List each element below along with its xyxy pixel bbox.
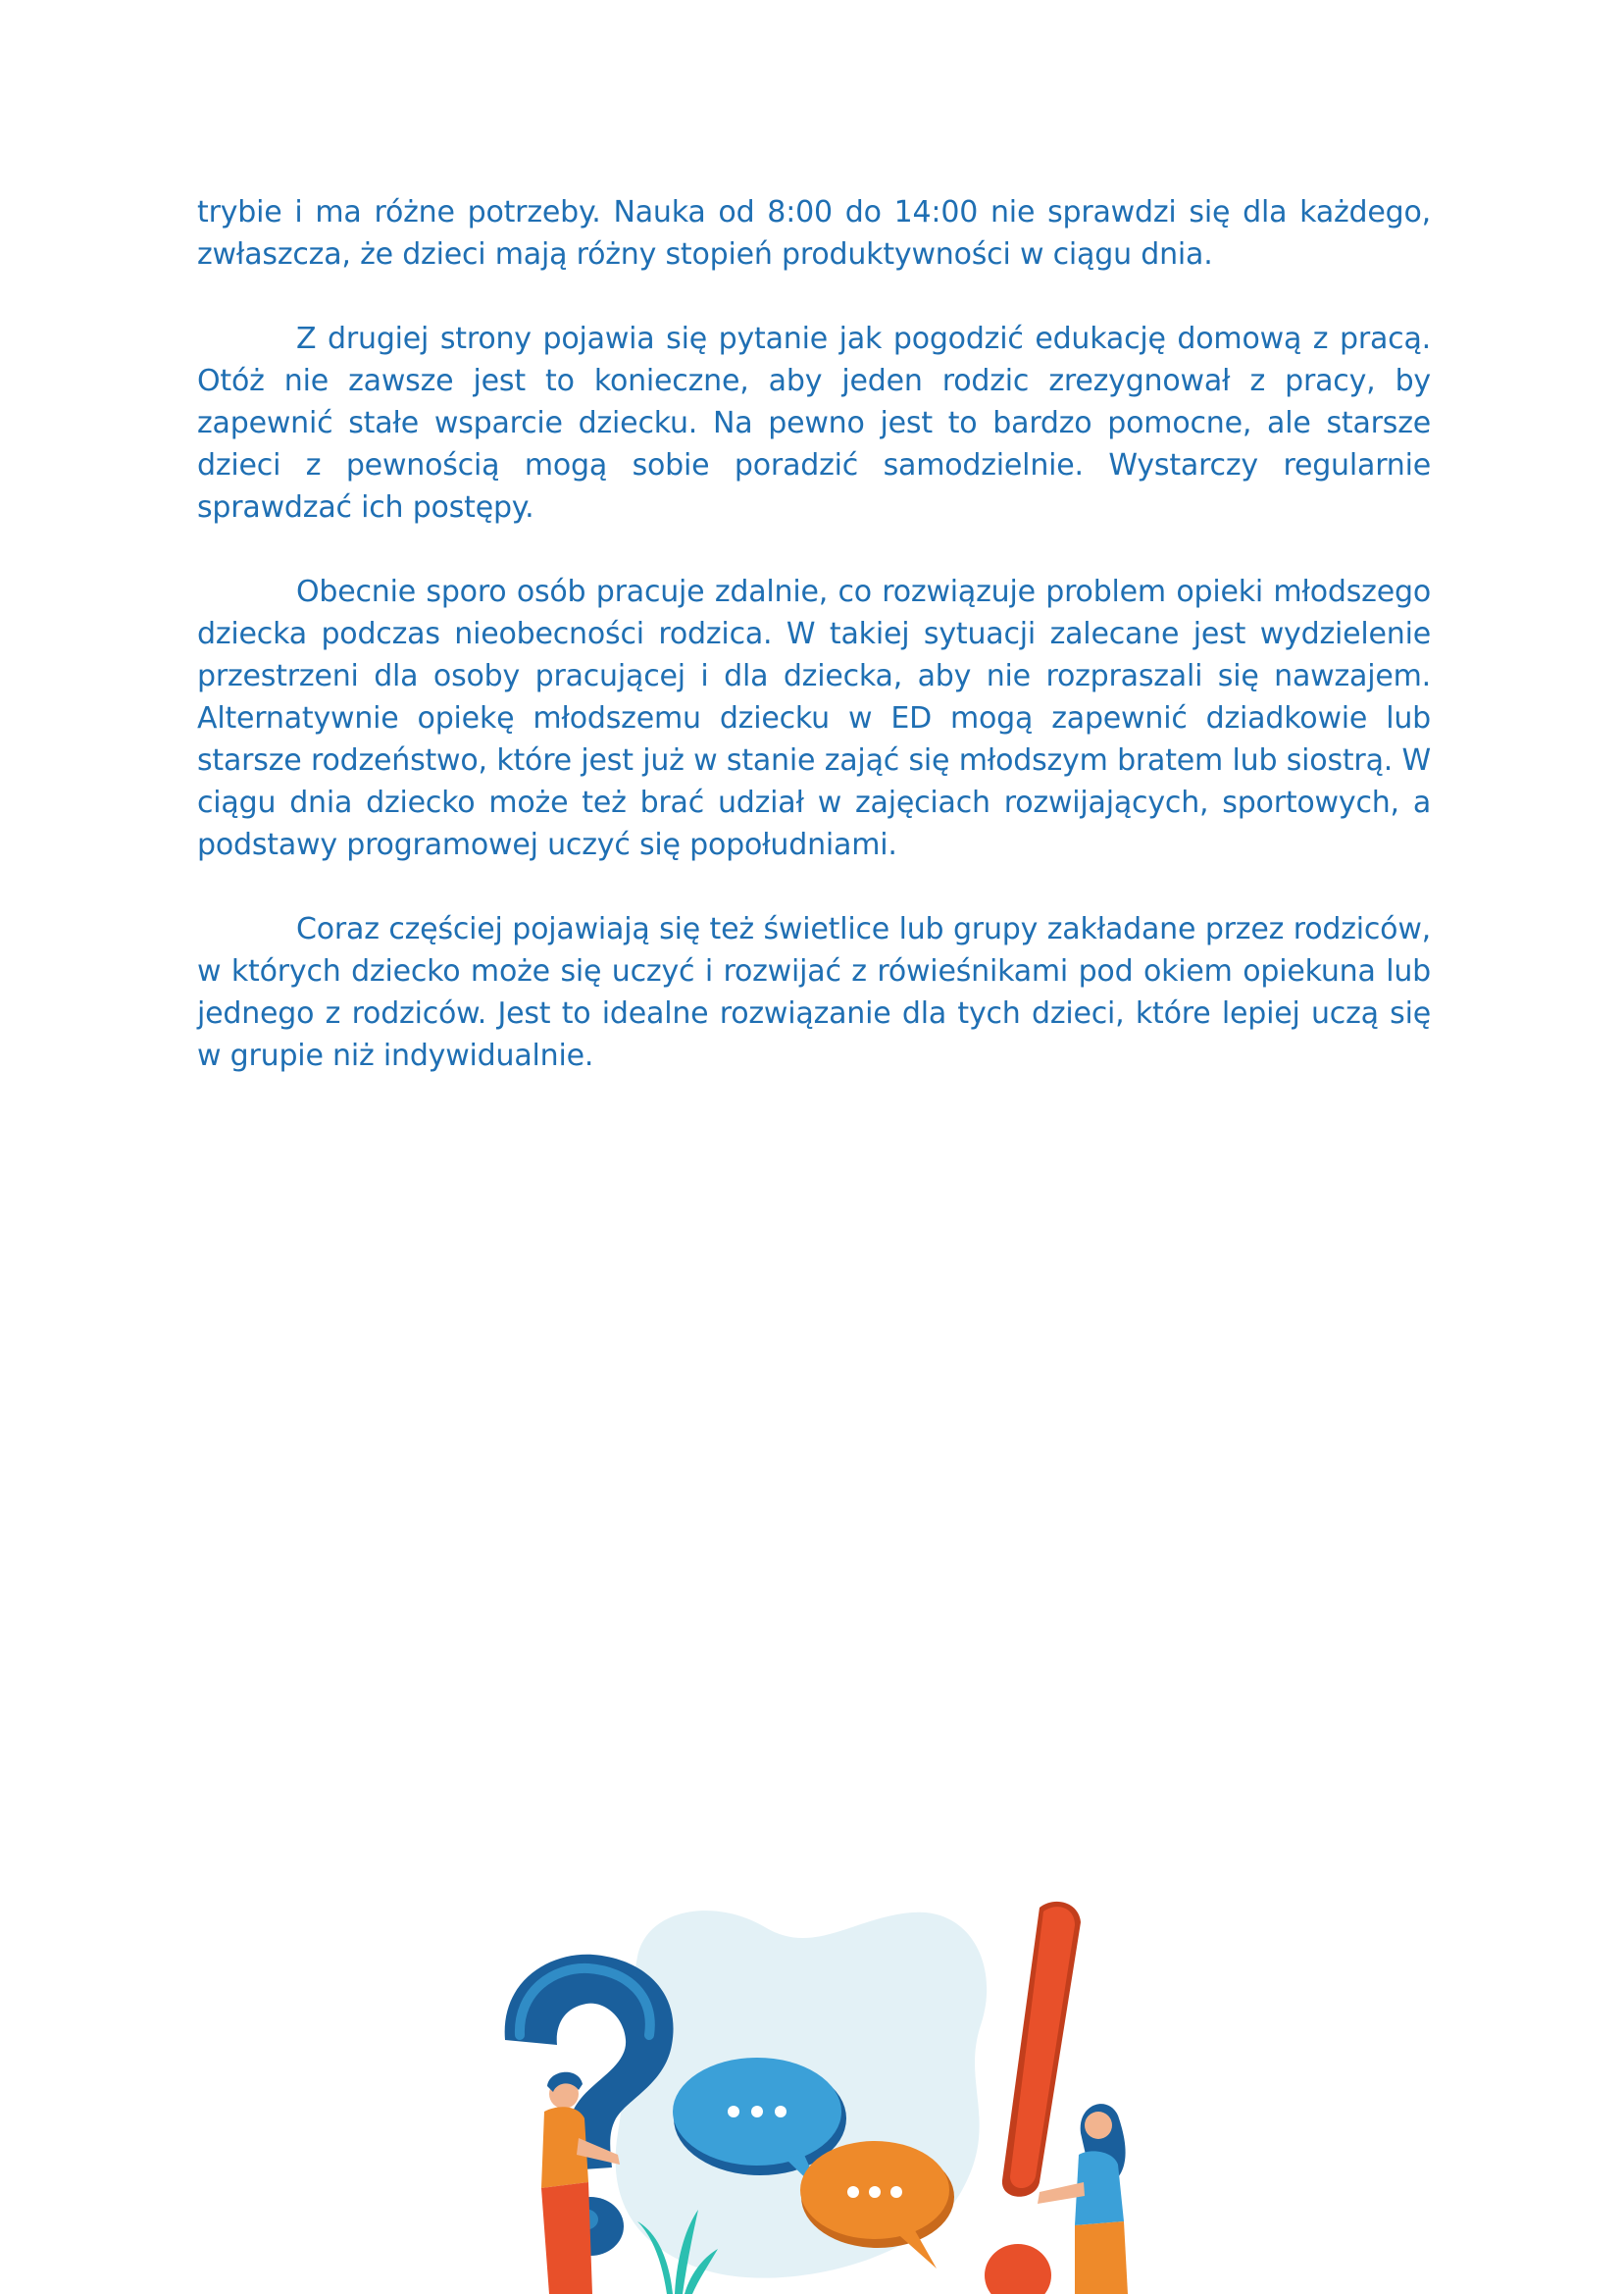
- body-text: [197, 191, 1431, 1119]
- paragraph-4: Coraz częściej pojawiają się też świetlice lub grupy zakładane przez rodziców, w których dziecko może się uczyć i rozwijać z rówieśnikami pod okiem opiekuna lub jednego z rodziców. Jest to idealne rozwiązanie dla tych dzieci, które lepiej uczą się w grupie niż indywidualnie.: [197, 912, 1431, 1073]
- question-exclamation-illustration: [490, 1898, 1157, 2294]
- woman-figure-icon: [1038, 2104, 1128, 2294]
- paragraph-1: trybie i ma różne potrzeby. Nauka od 8:00 do 14:00 nie sprawdzi się dla każdego, zwłaszcza, że dzieci mają różny stopień produktywności w ciągu dnia.: [197, 195, 1431, 272]
- paragraph-3: Obecnie sporo osób pracuje zdalnie, co rozwiązuje problem opieki młodszego dziecka podczas nieobecności rodzica. W takiej sytuacji zalecane jest wydzielenie przestrzeni dla osoby pracującej i dla dziecka, aby nie rozpraszali się nawzajem. Alternatywnie opiekę młodszemu dziecku w ED mogą zapewnić dziadkowie lub starsze rodzeństwo, które jest już w stanie zająć się młodszym bratem lub siostrą. W ciągu dnia dziecko może też brać udział w zajęciach rozwijających, sportowych, a podstawy programowej uczyć się popołudniami.: [197, 575, 1431, 862]
- paragraph-2: Z drugiej strony pojawia się pytanie jak pogodzić edukację domową z pracą. Otóż nie zawsze jest to konieczne, aby jeden rodzic zrezygnował z pracy, by zapewnić stałe wsparcie dziecku. Na pewno jest to bardzo pomocne, ale starsze dzieci z pewnością mogą sobie poradzić samodzielnie. Wystarczy regularnie sprawdzać ich postępy.: [197, 322, 1431, 525]
- exclamation-mark-icon: [985, 1902, 1081, 2294]
